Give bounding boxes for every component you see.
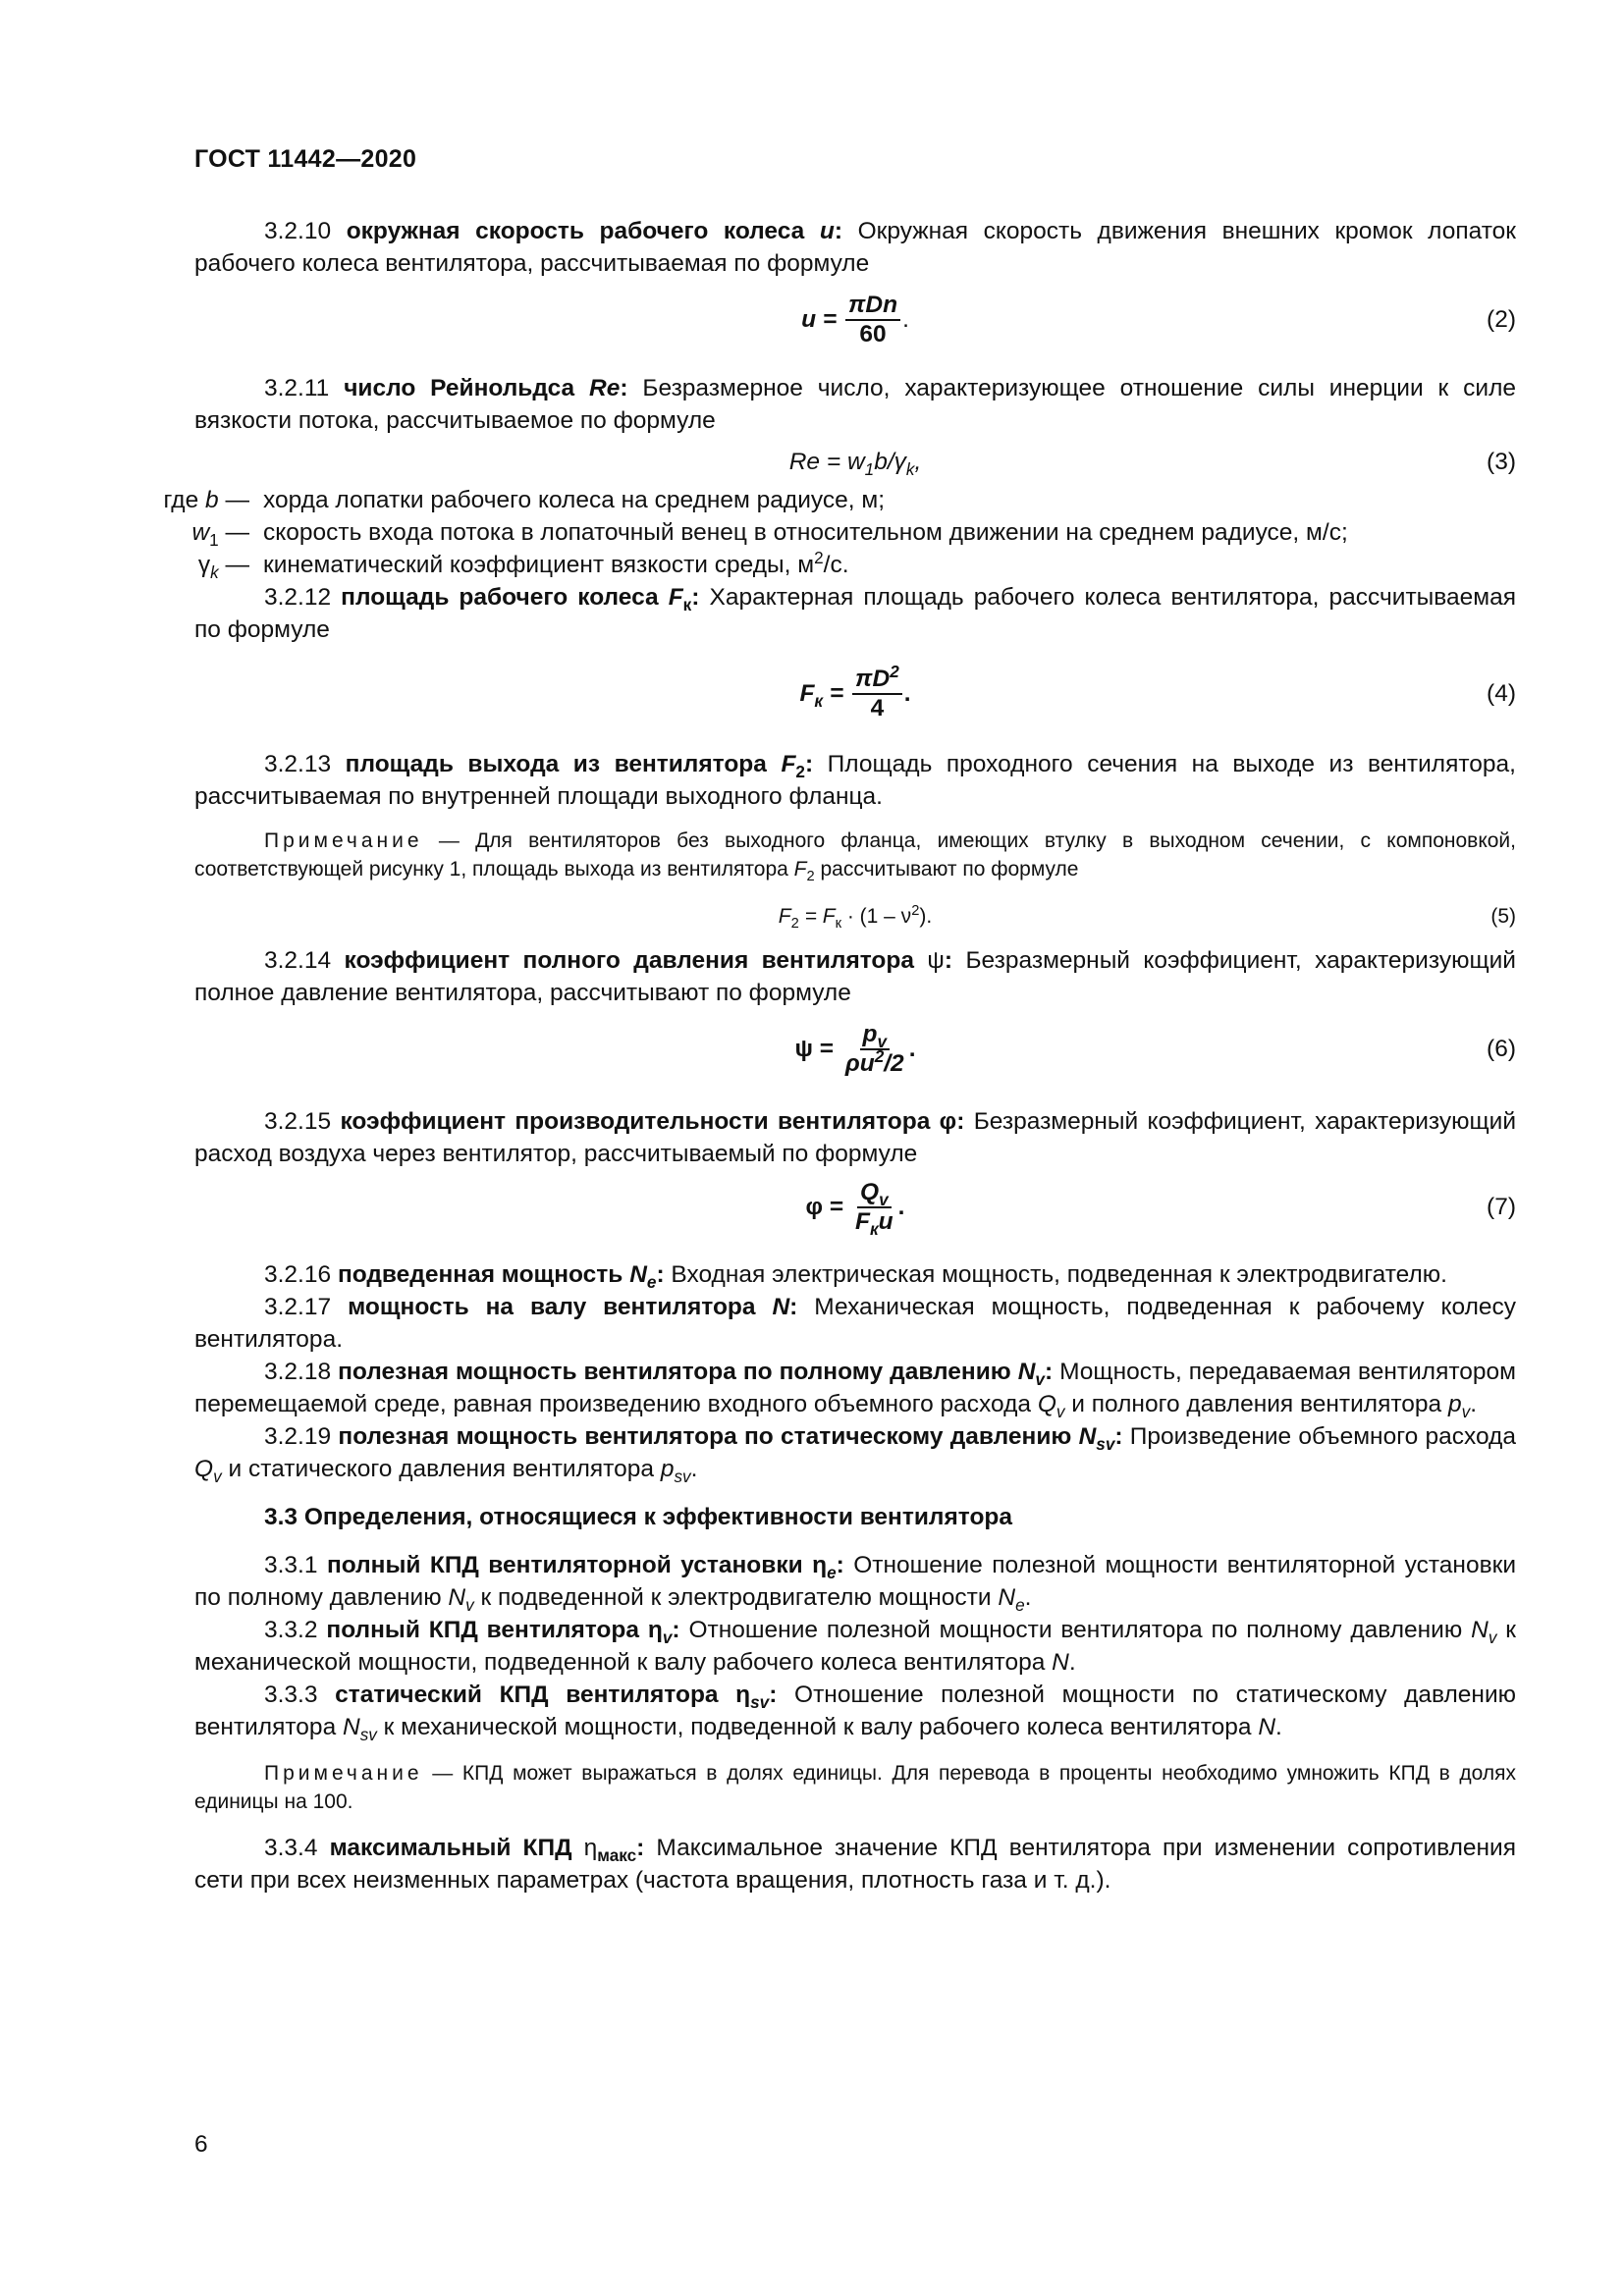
formula-6: ψ = $\frac{p_v}{\rho u^2/2}$ . (6): [794, 1021, 1516, 1077]
clause-3-2-12: 3.2.12 площадь рабочего колеса $F_к$: Характерная площадь рабочего колеса вентилятора, рассчитываемая по формуле: [194, 584, 1516, 643]
definition-text: Окружная скорость движения внешних кромок лопаток рабочего колеса вентилятора, рассчитываемая по формуле: [194, 218, 1517, 277]
formula-4: $F_к$ = $\frac{\pi D^2}{4}$ . (4): [799, 661, 1516, 721]
where-text: скорость входа потока в лопаточный венец в относительном движении на среднем радиусе, м/с;: [263, 519, 1348, 546]
term-symbol: u: [819, 218, 835, 244]
clause-3-2-18: 3.2.18 полезная мощность вентилятора по полному давлению $N_v$: Мощность, передаваемая вентилятором перемещаемой среде, равная произведению входного объемного расхода $Q_v$ и полного давления вентилятора $p_v$.: [194, 1359, 1517, 1421]
formula-5: $F_2 = F_к \cdot (1 - \nu^2)$. (5): [778, 903, 1516, 933]
formula-number: (7): [1487, 1194, 1516, 1220]
clause-number: 3.2.10: [264, 218, 332, 244]
formula-number: (5): [1490, 905, 1516, 928]
clause-3-3-1: 3.3.1 полный КПД вентиляторной установки $\eta_e$: Отношение полезной мощности вентиляторной установки по полному давлению $N_v$ к подведенной к электродвигателю мощности $N_e$.: [194, 1552, 1517, 1615]
where-text: хорда лопатки рабочего колеса на среднем радиусе, м;: [263, 487, 886, 513]
formula-3: $Re = w_1b/\gamma_k$, (3): [788, 449, 1516, 479]
standard-header: ГОСТ 11442—2020: [194, 145, 417, 173]
note-1: Примечание — Для вентиляторов без выходного фланца, имеющих втулку в выходном сечении, с компоновкой, соответствующей рисунку 1, площадь выхода из вентилятора $F_2$ рассчитывают по формуле: [194, 829, 1516, 885]
clause-3-2-15: 3.2.15 коэффициент производительности вентилятора φ: Безразмерный коэффициент, характеризующий расход воздуха через вентилятор, рассчитываемый по формуле: [194, 1108, 1516, 1167]
formula-number: (6): [1487, 1036, 1516, 1062]
where-list: где b — хорда лопатки рабочего колеса на среднем радиусе, м; $w_1$ — скорость входа потока в лопаточный венец в относительном движении на среднем радиусе, м/с; $\gamma_k$ — кинематический коэффициент вязкости среды, $м^2/с$.: [135, 484, 1516, 581]
term: окружная скорость рабочего колеса: [346, 218, 805, 244]
document-page: [163, 145, 1517, 1896]
where-symbol: где b —: [163, 487, 249, 513]
page-number: 6: [194, 2131, 208, 2158]
clause-3-3-2: 3.3.2 полный КПД вентилятора $\eta_v$: Отношение полезной мощности вентилятора по полному давлению $N_v$ к механической мощности, подведенной к валу рабочего колеса вентилятора N.: [194, 1617, 1516, 1676]
clause-3-2-14: 3.2.14 коэффициент полного давления вентилятора ψ: Безразмерный коэффициент, характеризующий полное давление вентилятора, рассчитывают по формуле: [194, 947, 1516, 1006]
note-2: Примечание — КПД может выражаться в долях единицы. Для перевода в проценты необходимо умножить КПД в долях единицы на 100.: [194, 1762, 1516, 1813]
formula-number: (2): [1487, 306, 1516, 333]
formula-number: (3): [1487, 449, 1516, 475]
clause-3-2-17: 3.2.17 мощность на валу вентилятора N: Механическая мощность, подведенная к рабочему колесу вентилятора.: [194, 1294, 1516, 1353]
clause-3-2-11: 3.2.11 число Рейнольдса Re: Безразмерное число, характеризующее отношение силы инерции к силе вязкости потока, рассчитываемое по формуле: [194, 375, 1516, 434]
formula-number: (4): [1487, 680, 1516, 707]
fraction: $\frac{\text{πDn}}{60}$: [845, 293, 900, 347]
section-heading-3-3: 3.3 Определения, относящиеся к эффективности вентилятора: [264, 1504, 1013, 1530]
clause-3-2-13: 3.2.13 площадь выхода из вентилятора $F_2$: Площадь проходного сечения на выходе из вентилятора, рассчитываемая по внутренней площади выходного фланца.: [194, 751, 1516, 810]
clause-3-3-4: 3.3.4 максимальный КПД $\eta_{макс}$: Максимальное значение КПД вентилятора при изменении сопротивления сети при всех неизменных параметрах (частота вращения, плотность газа и т. д.).: [194, 1835, 1517, 1894]
where-text: кинематический коэффициент вязкости среды, $м^2/с$.: [263, 547, 849, 578]
clause-3-2-16: 3.2.16 подведенная мощность $N_e$: Входная электрическая мощность, подведенная к электродвигателю.: [264, 1261, 1447, 1292]
clause-3-3-3: 3.3.3 статический КПД вентилятора $\eta_{sv}$: Отношение полезной мощности по статическому давлению вентилятора $N_{sv}$ к механической мощности, подведенной к валу рабочего колеса вентилятора N.: [194, 1682, 1517, 1744]
clause-3-2-10: 3.2.10 окружная скорость рабочего колеса u: Окружная скорость движения внешних кромок лопаток рабочего колеса вентилятора, рассчитываемая по формуле: [194, 218, 1517, 277]
formula-2: u = $\frac{\text{πDn}}{60}$ . (2): [801, 292, 1516, 347]
formula-7: φ = $\frac{Q_v}{F_кu}$ . (7): [805, 1179, 1516, 1239]
clause-3-2-19: 3.2.19 полезная мощность вентилятора по статическому давлению $N_{sv}$: Произведение объемного расхода $Q_v$ и статического давления вентилятора $p_{sv}$.: [194, 1423, 1516, 1486]
